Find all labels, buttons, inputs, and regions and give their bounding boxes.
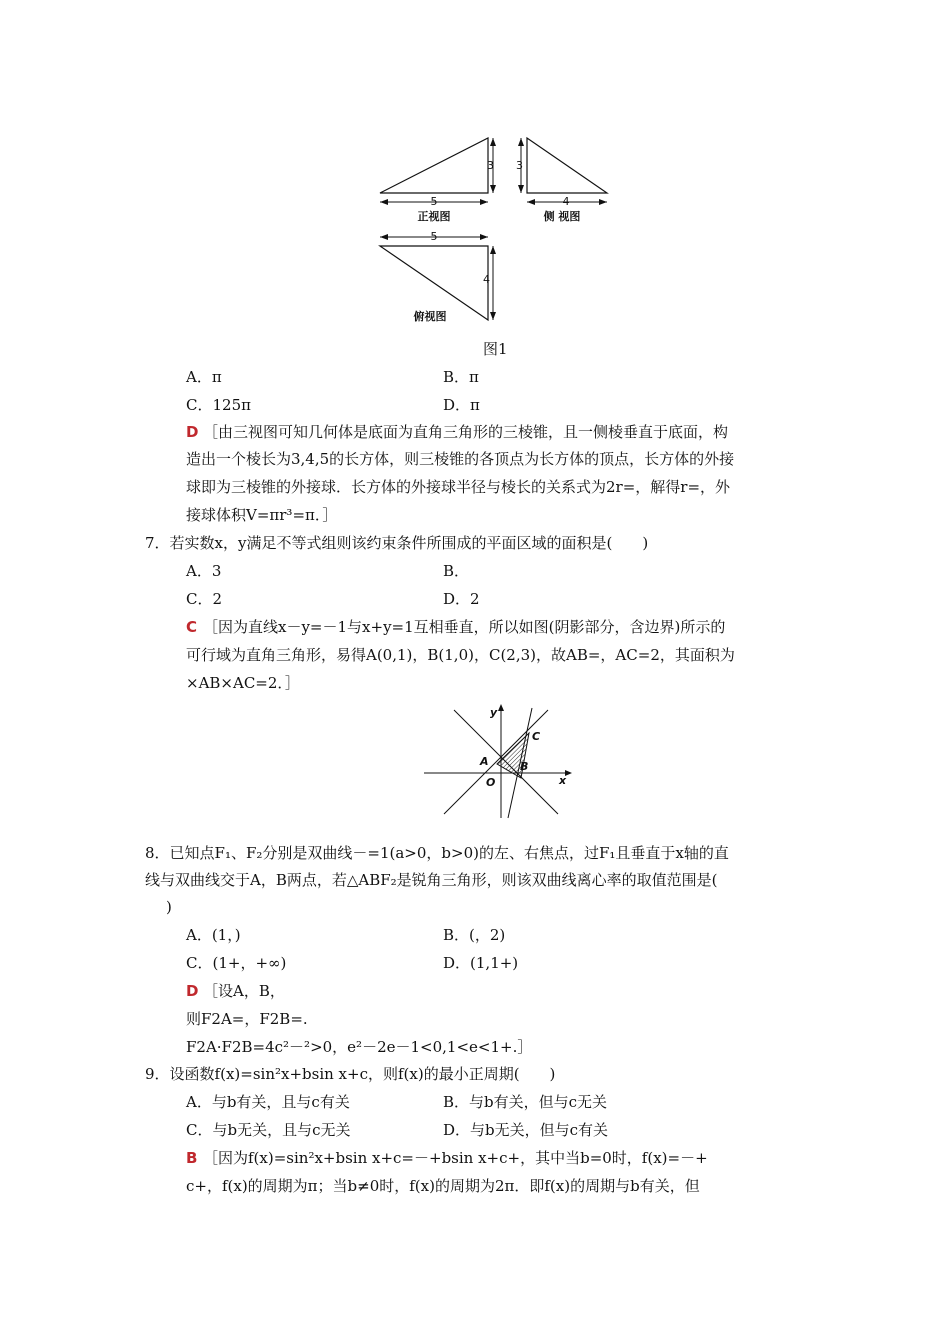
q8-solution-line: 则F2A=，F2B=. [186, 1010, 308, 1028]
q7-option-b: B． [443, 562, 470, 580]
q8-stem-line: ) [166, 898, 172, 916]
q7-x-axis-label: x [559, 774, 567, 787]
q8-option-b: B．(，2) [443, 926, 506, 944]
q7-point-a-label: A [480, 755, 489, 768]
q7-feasible-region-graph [420, 702, 580, 822]
q7-answer: C [186, 618, 198, 636]
q8-stem-line: 8．已知点F₁、F₂分别是双曲线－=1(a>0，b>0)的左、右焦点，过F₁且垂直于x轴的直 [145, 844, 729, 862]
q7-point-b-label: B [520, 760, 529, 773]
q7-solution-line: ［因为直线x－y=－1与x+y=1互相垂直，所以如图(阴影部分，含边界)所示的 [203, 618, 726, 636]
side-view-drawing [510, 130, 620, 230]
q9-option-c: C．与b无关，且与c无关 [186, 1121, 351, 1139]
q9-option-a: A．与b有关，且与c有关 [186, 1093, 350, 1111]
q8-stem-line: 线与双曲线交于A，B两点，若△ABF₂是锐角三角形，则该双曲线离心率的取值范围是( [145, 871, 718, 889]
q8-answer: D [186, 982, 199, 1000]
q8-solution-line: F2A·F2B=4c²－²>0，e²－2e－1<0,1<e<1+.］ [186, 1038, 533, 1056]
q7-point-c-label: C [532, 730, 541, 743]
top-width-label: 5 [430, 230, 438, 243]
figure-1-caption: 图1 [483, 340, 508, 358]
q6-answer: D [186, 423, 199, 441]
q7-y-axis-label: y [490, 706, 498, 719]
q6-option-d: D．π [443, 396, 480, 414]
q7-stem: 7．若实数x，y满足不等式组则该约束条件所围成的平面区域的面积是( ) [145, 534, 649, 552]
q6-option-b: B．π [443, 368, 479, 386]
q6-solution-line: 造出一个棱长为3,4,5的长方体，则三棱锥的各顶点为长方体的顶点，长方体的外接 [186, 450, 735, 468]
q8-option-a: A．(1，) [186, 926, 241, 944]
q9-stem: 9．设函数f(x)=sin²x+bsin x+c，则f(x)的最小正周期( ) [145, 1065, 556, 1083]
q6-solution-line: 接球体积V=πr³=π．］ [186, 506, 338, 524]
q7-origin-label: O [486, 776, 496, 789]
top-view-drawing [370, 228, 500, 328]
q6-solution-line: 球即为三棱锥的外接球．长方体的外接球半径与棱长的关系式为2r=，解得r=，外 [186, 478, 731, 496]
front-view-caption: 正视图 [417, 210, 451, 223]
front-height-label: 3 [487, 159, 494, 172]
q9-option-b: B．与b有关，但与c无关 [443, 1093, 608, 1111]
q9-answer: B [186, 1149, 198, 1167]
q9-solution-line: ［因为f(x)=sin²x+bsin x+c=－+bsin x+c+，其中当b=0时，f(x)=－+ [203, 1149, 708, 1167]
q8-solution-line: ［设A，B， [203, 982, 285, 1000]
q7-option-c: C．2 [186, 590, 223, 608]
q7-solution-line: ×AB×AC=2．］ [186, 674, 300, 692]
top-height-label: 4 [483, 273, 490, 286]
side-width-label: 4 [562, 195, 570, 208]
front-view-drawing [370, 130, 500, 230]
q8-option-d: D．(1,1+) [443, 954, 519, 972]
q6-option-c: C．125π [186, 396, 251, 414]
q9-solution-line: c+，f(x)的周期为π；当b≠0时，f(x)的周期为2π．即f(x)的周期与b有关，但 [186, 1177, 700, 1195]
top-view-caption: 俯视图 [413, 310, 447, 323]
q8-option-c: C．(1+，+∞) [186, 954, 287, 972]
q7-option-a: A．3 [186, 562, 222, 580]
q9-option-d: D．与b无关，但与c有关 [443, 1121, 609, 1139]
q7-solution-line: 可行域为直角三角形，易得A(0,1)，B(1,0)，C(2,3)，故AB=，AC=2，其面积为 [186, 646, 735, 664]
q6-option-a: A．π [186, 368, 222, 386]
side-view-caption: 侧 视图 [543, 210, 581, 223]
front-width-label: 5 [430, 195, 438, 208]
side-height-label: 3 [516, 159, 523, 172]
q7-option-d: D．2 [443, 590, 480, 608]
q6-solution-line: ［由三视图可知几何体是底面为直角三角形的三棱锥，且一侧棱垂直于底面，构 [203, 423, 729, 441]
